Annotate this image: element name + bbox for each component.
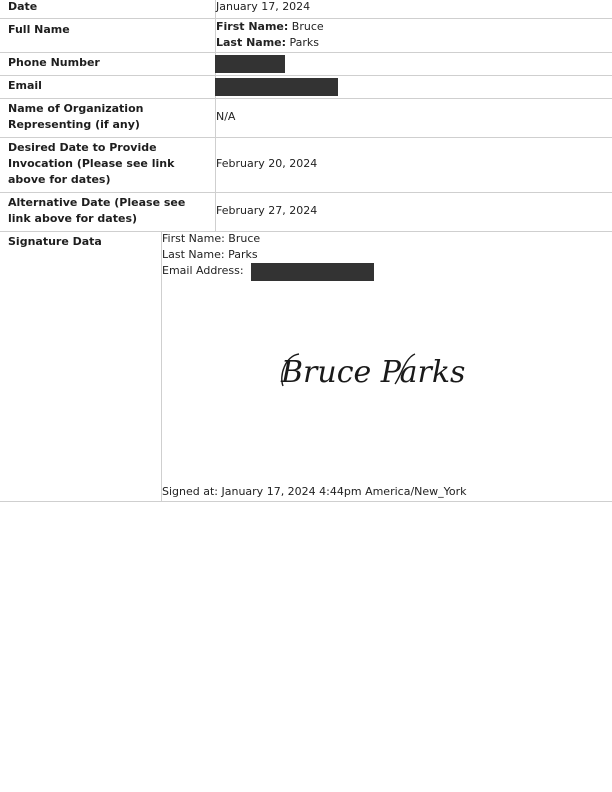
row-divider <box>0 231 612 232</box>
organization-label <box>8 101 143 133</box>
alternative-date-label-line: link above for dates) <box>8 212 138 225</box>
last-name-value: Parks <box>289 36 320 49</box>
first-name-line <box>216 19 324 35</box>
signature-data-label: Signature Data <box>8 235 102 248</box>
last-name-label: Last Name: <box>216 36 287 49</box>
desired-date-label <box>8 140 174 188</box>
signature-email-label: Email Address: <box>162 264 244 277</box>
signature-image-text: Bruce Parks <box>281 355 466 390</box>
signature-first-name: First Name: Bruce <box>162 232 261 245</box>
organization-label-line: Representing (if any) <box>8 118 140 131</box>
desired-date-label-line: Invocation (Please see link <box>8 157 175 170</box>
alternative-date-label <box>8 195 185 227</box>
desired-date-label-line: above for dates) <box>8 173 111 186</box>
signed-at: Signed at: January 17, 2024 4:44pm America/New_York <box>162 485 467 498</box>
alternative-date-label-line: Alternative Date (Please see <box>8 196 186 209</box>
email-redaction <box>215 78 338 96</box>
organization-value: N/A <box>216 110 236 123</box>
row-divider <box>0 52 612 53</box>
first-name-label: First Name: <box>216 20 289 33</box>
full-name-label: Full Name <box>8 23 70 36</box>
date-value: January 17, 2024 <box>216 0 311 13</box>
signature-email-redaction <box>251 263 374 281</box>
row-divider <box>0 192 612 193</box>
last-name-line <box>216 35 319 51</box>
signature-last-name: Last Name: Parks <box>162 248 258 261</box>
desired-date-value: February 20, 2024 <box>216 157 318 170</box>
row-divider <box>0 75 612 76</box>
row-divider <box>0 98 612 99</box>
phone-label: Phone Number <box>8 56 100 69</box>
row-divider <box>0 137 612 138</box>
date-label: Date <box>8 0 38 13</box>
phone-redaction <box>215 55 285 73</box>
desired-date-label-line: Desired Date to Provide <box>8 141 157 154</box>
alternative-date-value: February 27, 2024 <box>216 204 318 217</box>
first-name-value: Bruce <box>291 20 324 33</box>
organization-label-line: Name of Organization <box>8 102 144 115</box>
row-divider <box>0 501 612 502</box>
handwritten-signature <box>277 346 502 396</box>
email-label: Email <box>8 79 42 92</box>
